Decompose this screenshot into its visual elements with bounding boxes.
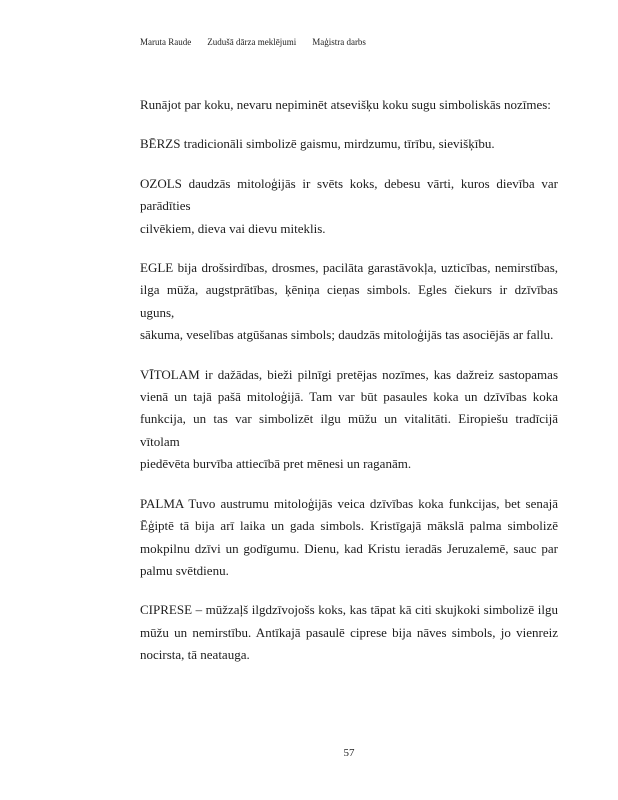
page-number: 57 [343, 747, 355, 759]
text-line: mokpilnu dzīvi un godīgumu. Dienu, kad Kristu ieradās Jeruzalemē, sauc par [140, 540, 558, 556]
text-line: BĒRZS tradicionāli simbolizē gaismu, mirdzumu, tīrību, sievišķību. [140, 136, 495, 152]
text-line: piedēvēta burvība attiecībā pret mēnesi un raganām. [140, 456, 412, 472]
document-body [140, 94, 558, 684]
text-line: funkcija, un tas var simbolizēt ilgu mūžu un vitalitāti. Eiropiešu tradīcijā vītolam [140, 411, 558, 449]
text-line: cilvēkiem, dieva vai dievu miteklis. [140, 220, 326, 236]
header-doc-type: Maģistra darbs [312, 37, 366, 47]
text-line: vienā un tajā pašā mitoloģijā. Tam var būt pasaules koka un dzīvības koka [140, 389, 558, 405]
text-line: sākuma, veselības atgūšanas simbols; daudzās mitoloģijās tas asociējās ar fallu. [140, 327, 554, 343]
paragraph [140, 493, 558, 583]
text-line: CIPRESE – mūžzaļš ilgdzīvojošs koks, kas tāpat kā citi skujkoki simbolizē ilgu [140, 602, 558, 618]
text-line: EGLE bija drošsirdības, drosmes, pacilāta garastāvokļa, uzticības, nemirstības, [140, 260, 558, 276]
paragraph [140, 173, 558, 240]
text-line: VĪTOLAM ir dažādas, bieži pilnīgi pretējas nozīmes, kas dažreiz sastopamas [140, 366, 558, 382]
text-line: PALMA Tuvo austrumu mitoloģijās veica dzīvības koka funkcijas, bet senajā [140, 495, 558, 511]
page-footer [140, 746, 558, 760]
text-line: ilga mūža, augstprātības, ķēniņa cieņas simbols. Egles čiekurs ir dzīvības uguns, [140, 282, 558, 320]
text-line: parādīties [140, 198, 191, 214]
paragraph [140, 94, 558, 116]
paragraph [140, 599, 558, 666]
text-line: Runājot par koku, nevaru nepiminēt atsevišķu koku sugu simboliskās nozīmes: [140, 97, 551, 112]
text-line: OZOLS daudzās mitoloģijās ir svēts koks, debesu vārti, kuros dievība var [140, 175, 558, 191]
text-line: palmu svētdienu. [140, 562, 229, 578]
text-line: mūžu un nemirstību. Antīkajā pasaulē ciprese bija nāves simbols, jo vienreiz [140, 624, 558, 640]
paragraph [140, 257, 558, 347]
paragraph [140, 364, 558, 476]
paragraph [140, 133, 558, 155]
text-line: nocirsta, tā neatauga. [140, 647, 250, 663]
header-author: Maruta Raude [140, 37, 192, 47]
header-title: Zudušā dārza meklējumi [207, 37, 297, 47]
text-line: Ēģiptē tā bija arī laika un gada simbols. Kristīgajā mākslā palma simbolizē [140, 518, 558, 534]
running-header [140, 36, 366, 48]
